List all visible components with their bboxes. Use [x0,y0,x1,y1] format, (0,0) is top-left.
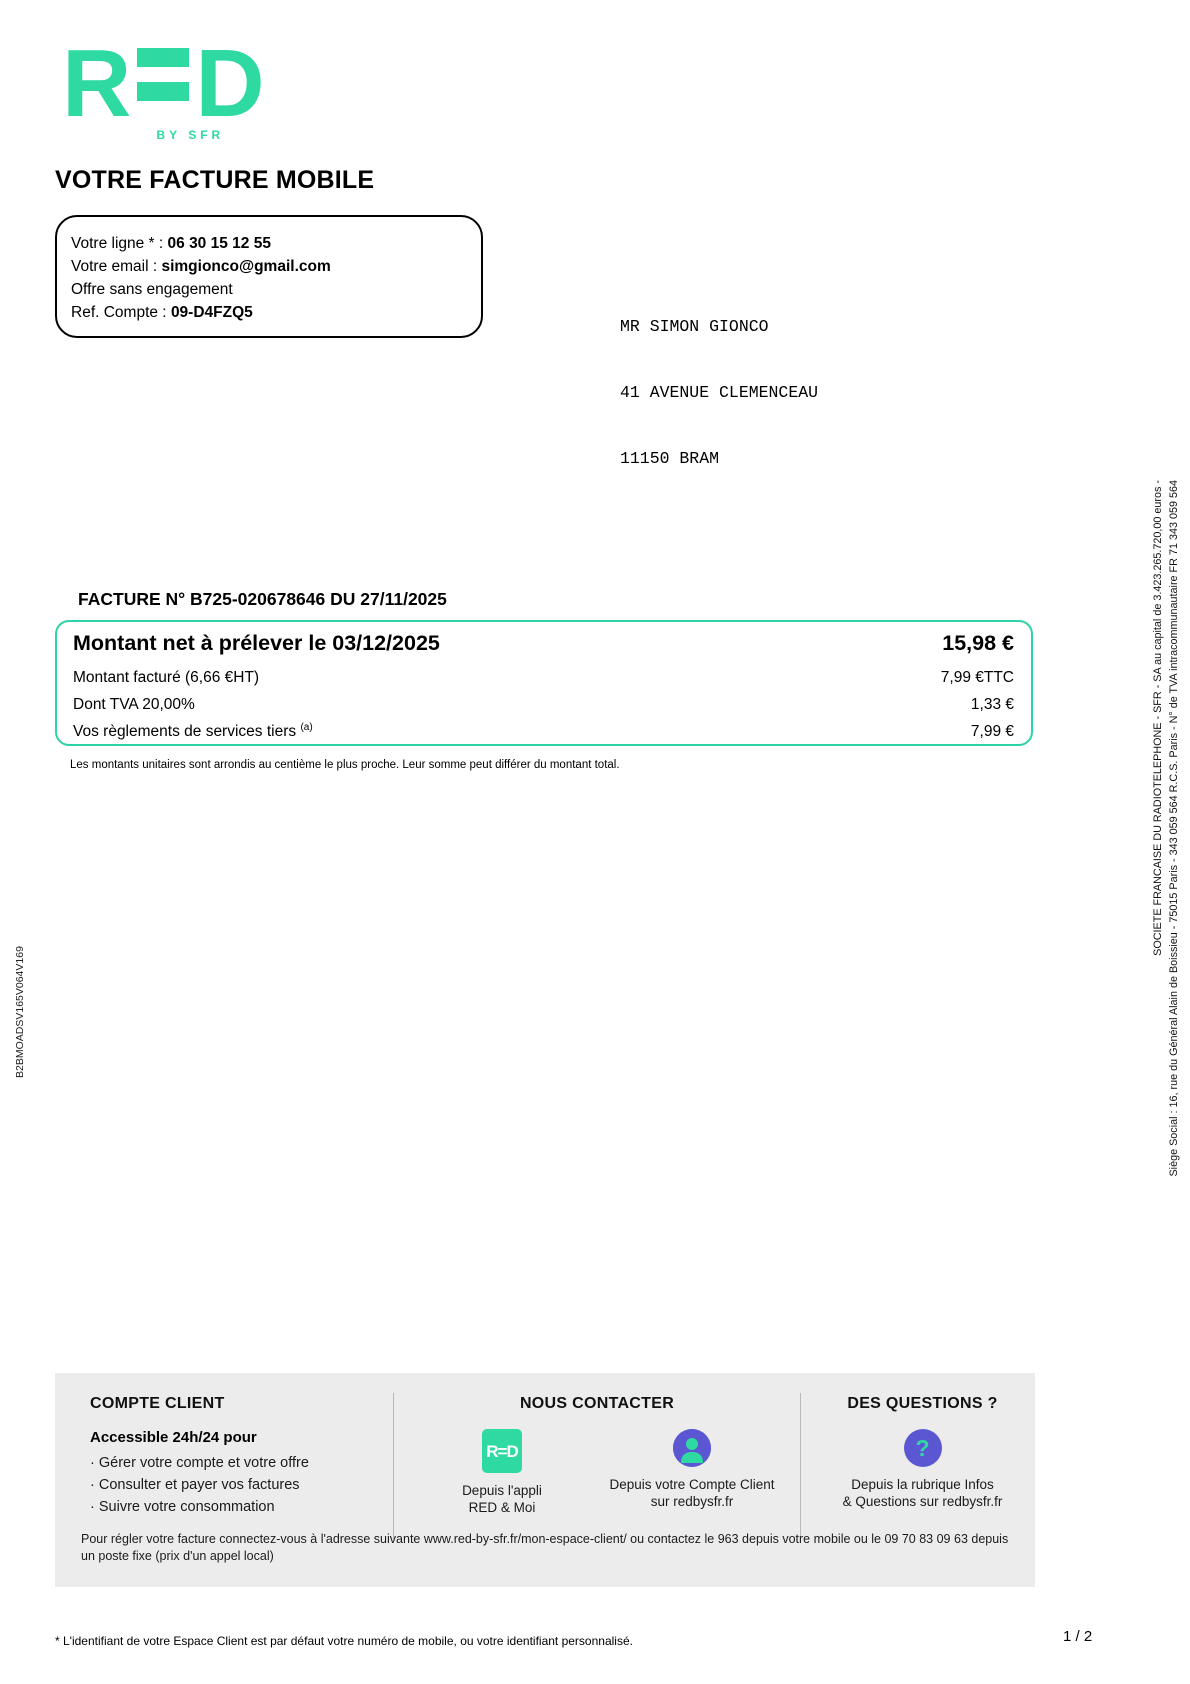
footer-contact-column [407,1395,787,1516]
summary-row-thirdparty-value: 7,99 € [970,723,1014,741]
phone-number: 06 30 15 12 55 [167,235,271,252]
bullet-usage: · Suivre votre consommation [90,1496,390,1518]
footer-account-subtitle: Accessible 24h/24 pour [90,1429,257,1446]
legal-line-2: Siège Social : 16, rue du Général Alain de Boissieu - 75015 Paris - 343 059 564 R.C.S. Paris - N° de TVA intracommunautaire FR 71 343 059 564 [1168,480,1180,1177]
logo-letter-d: D [195,30,261,137]
amount-summary-box [55,620,1033,746]
account-email: Votre email : simgionco@gmail.com [71,258,331,275]
bullet-pay: · Consulter et payer vos factures [90,1474,390,1496]
summary-row-invoiced-value: 7,99 €TTC [940,669,1014,687]
footer-panel [55,1373,1035,1587]
identifier-footnote: * L'identifiant de votre Espace Client est par défaut votre numéro de mobile, ou votre identifiant personnalisé. [55,1634,633,1648]
footer-account-title: COMPTE CLIENT [90,1395,225,1412]
footer-contact-title: NOUS CONTACTER [519,1395,675,1412]
footer-account-bullets [90,1452,390,1518]
account-line: Votre ligne * : 06 30 15 12 55 [71,235,271,252]
logo-letter-r: R [62,30,128,137]
footer-questions-title: DES QUESTIONS ? [847,1395,998,1412]
logo-tagline: BY SFR [156,128,225,142]
summary-row-vat-value: 1,33 € [970,696,1014,714]
legal-line-1: SOCIETE FRANCAISE DU RADIOTELEPHONE - SFR - SA au capital de 3.423.265.720,00 euros - [1152,480,1164,956]
invoice-number-header: FACTURE N° B725-020678646 DU 27/11/2025 [78,589,447,609]
account-info-box [55,215,483,338]
document-code-vertical: B2BMOADSV165V064V169 [14,946,26,1078]
page-title: VOTRE FACTURE MOBILE [55,166,375,194]
contact-account-caption: Depuis votre Compte Client sur redbysfr.fr [609,1477,775,1509]
summary-title: Montant net à prélever le 03/12/2025 [73,631,440,655]
red-app-icon: R=D [482,1429,522,1473]
footer-divider-2 [800,1393,801,1539]
page-number: 1 / 2 [1063,1628,1093,1645]
question-icon: ? [904,1429,942,1467]
legal-text-vertical [1150,480,1182,1192]
summary-total: 15,98 € [942,631,1014,655]
recipient-address [620,272,818,514]
recipient-city: 11150 BRAM [620,449,720,468]
footer-divider-1 [393,1393,394,1539]
summary-row-invoiced: Montant facturé (6,66 €HT) 7,99 €TTC [73,662,1014,689]
questions-caption: Depuis la rubrique Infos & Questions sur redbysfr.fr [842,1477,1003,1509]
bullet-manage: · Gérer votre compte et votre offre [90,1452,390,1474]
summary-row-thirdparty: Vos règlements de services tiers $^{(a)}$ 7,99 € [73,716,1014,743]
logo-e-bars-icon [137,48,189,101]
payment-instructions: Pour régler votre facture connectez-vous à l'adresse suivante www.red-by-sfr.fr/mon-espace-client/ ou contactez le 963 depuis votre mobile ou le 09 70 83 09 63 depuis un poste fixe (prix d'un appel local) [81,1532,1009,1563]
contact-app-caption: Depuis l'appli RED & Moi [462,1483,542,1515]
contact-app-group [410,1429,595,1516]
account-ref: Ref. Compte : 09-D4FZQ5 [71,304,253,321]
rounding-note: Les montants unitaires sont arrondis au centième le plus proche. Leur somme peut différer du montant total. [70,759,620,771]
recipient-street: 41 AVENUE CLEMENCEAU [620,383,819,402]
account-offer: Offre sans engagement [71,281,233,298]
ref-value: 09-D4FZQ5 [170,304,253,321]
recipient-name: MR SIMON GIONCO [620,317,769,336]
summary-row-vat: Dont TVA 20,00% 1,33 € [73,689,1014,716]
red-by-sfr-logo [62,30,261,142]
footer-questions-column [825,1395,1020,1510]
contact-account-group [600,1429,785,1516]
email-value: simgionco@gmail.com [161,258,331,275]
footer-account-column [90,1395,390,1518]
account-person-icon [673,1429,711,1467]
